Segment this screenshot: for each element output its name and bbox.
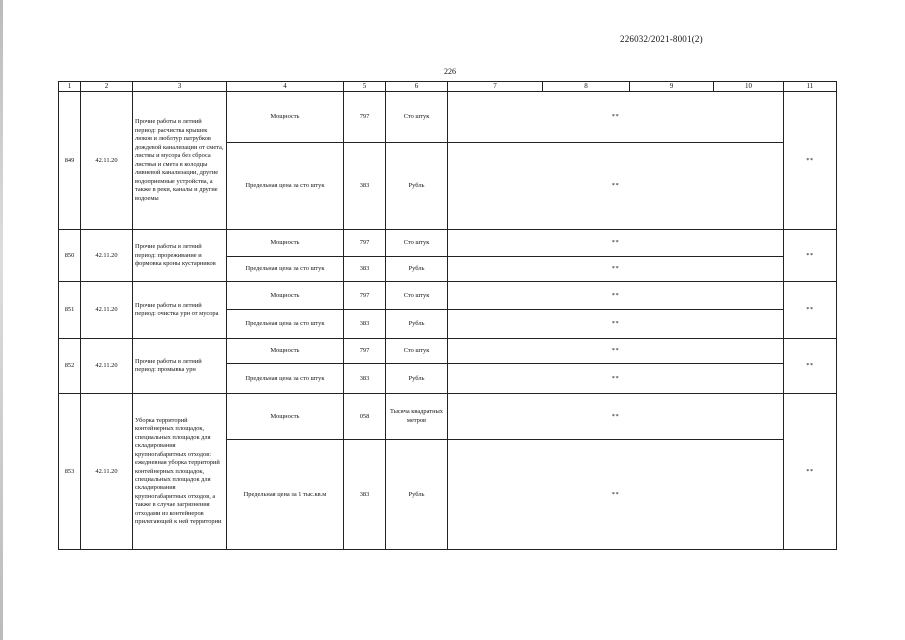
unit-code: 797 [344,230,386,257]
value-cell: ** [448,310,784,339]
indicator-name: Мощность [227,282,344,310]
unit-name: Сто штук [386,282,448,310]
column-header: 2 [81,82,133,92]
unit-name: Сто штук [386,230,448,257]
value-cell: ** [448,257,784,282]
column-header: 11 [784,82,837,92]
column-header: 4 [227,82,344,92]
okpd-code: 42.11.20 [81,282,133,339]
table-row [59,282,837,310]
unit-code: 797 [344,282,386,310]
col11-value: ** [784,230,837,282]
indicator-name: Предельная цена за сто штук [227,257,344,282]
column-header: 1 [59,82,81,92]
indicator-name: Предельная цена за сто штук [227,143,344,230]
value-cell: ** [448,143,784,230]
unit-name: Сто штук [386,92,448,143]
column-header: 8 [543,82,630,92]
indicator-name: Предельная цена за 1 тыс.кв.м [227,440,344,550]
unit-name: Сто штук [386,339,448,364]
unit-code: 383 [344,364,386,394]
work-description: Прочие работы в летний период: расчистка крышек люков и люблтур патрубков дождевой канализации от смета, листвы и мусора без сброса листвья и смета в колодцы ливневой канализации, другие водоприемные устройства, а также в реки, каналы и другие водоемы [133,92,227,230]
scan-edge [0,0,3,640]
work-description: Прочие работы в летний период: прореживание и формовка кроны кустарников [133,230,227,282]
indicator-name: Предельная цена за сто штук [227,310,344,339]
indicator-name: Мощность [227,394,344,440]
row-number: 853 [59,394,81,550]
indicator-name: Предельная цена за сто штук [227,364,344,394]
indicator-name: Мощность [227,230,344,257]
unit-name: Рубль [386,440,448,550]
work-description: Прочие работы в летний период: очистка урн от мусора [133,282,227,339]
col11-value: ** [784,339,837,394]
col11-value: ** [784,282,837,339]
unit-name: Рубль [386,364,448,394]
unit-code: 383 [344,257,386,282]
unit-code: 797 [344,92,386,143]
work-description: Прочие работы в летний период: промывка урн [133,339,227,394]
okpd-code: 42.11.20 [81,92,133,230]
page-number: 226 [444,67,456,76]
column-header: 7 [448,82,543,92]
okpd-code: 42.11.20 [81,394,133,550]
row-number: 851 [59,282,81,339]
unit-code: 058 [344,394,386,440]
unit-code: 383 [344,143,386,230]
row-number: 850 [59,230,81,282]
header-row [59,82,837,92]
value-cell: ** [448,364,784,394]
column-header: 9 [630,82,714,92]
table-row [59,230,837,257]
okpd-code: 42.11.20 [81,339,133,394]
document-number: 226032/2021-8001(2) [620,34,703,44]
value-cell: ** [448,339,784,364]
table-row [59,394,837,440]
table-row [59,339,837,364]
column-header: 6 [386,82,448,92]
unit-code: 797 [344,339,386,364]
value-cell: ** [448,92,784,143]
unit-code: 383 [344,310,386,339]
okpd-code: 42.11.20 [81,230,133,282]
indicator-name: Мощность [227,339,344,364]
data-table [58,81,837,550]
indicator-name: Мощность [227,92,344,143]
row-number: 852 [59,339,81,394]
column-header: 5 [344,82,386,92]
value-cell: ** [448,282,784,310]
value-cell: ** [448,440,784,550]
unit-code: 383 [344,440,386,550]
value-cell: ** [448,394,784,440]
unit-name: Тысяча квадратных метров [386,394,448,440]
unit-name: Рубль [386,143,448,230]
row-number: 849 [59,92,81,230]
table-row [59,92,837,143]
col11-value: ** [784,92,837,230]
column-header: 3 [133,82,227,92]
unit-name: Рубль [386,257,448,282]
col11-value: ** [784,394,837,550]
column-header: 10 [714,82,784,92]
value-cell: ** [448,230,784,257]
work-description: Уборка территорий контейнерных площадок, специальных площадок для складирования крупногабаритных отходов: ежедневная уборка территорий контейнерных площадок, специальных площадок для складирования крупногабаритных отходов, а также в случае загрязнения отходами из контейнеров прилегающей к ней территории [133,394,227,550]
unit-name: Рубль [386,310,448,339]
